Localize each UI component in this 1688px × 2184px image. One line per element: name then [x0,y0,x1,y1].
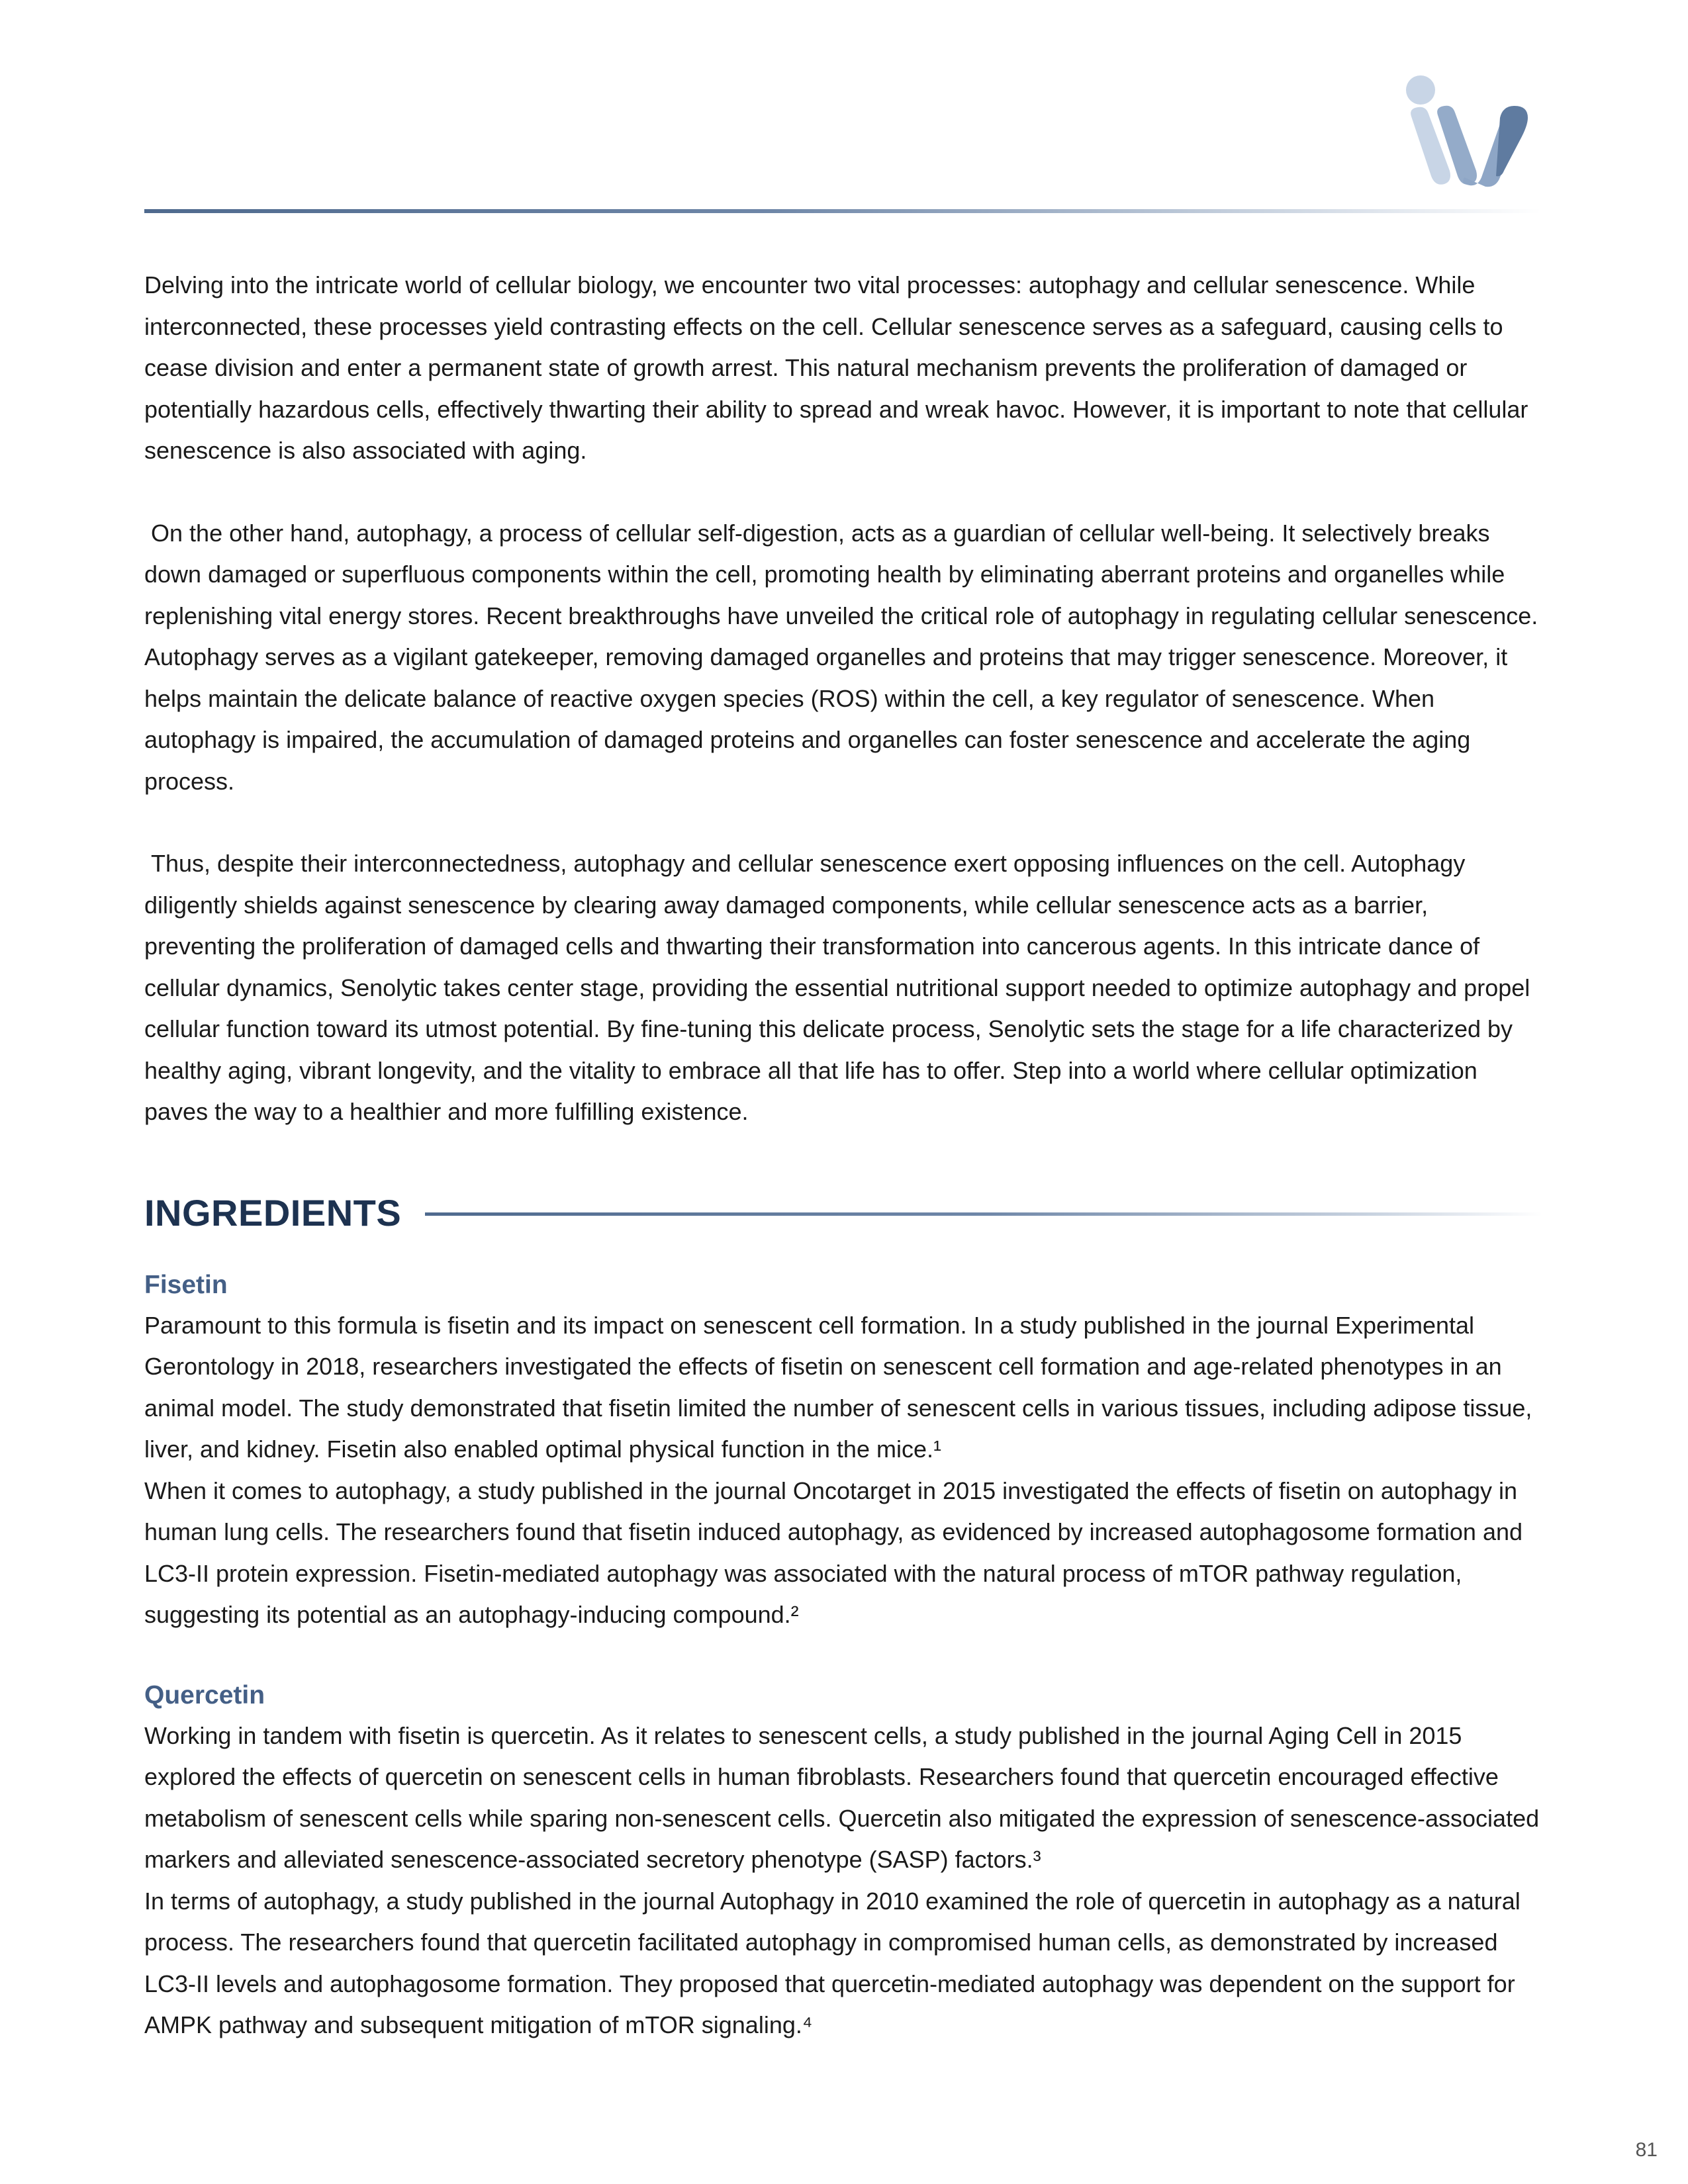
intro-paragraph: On the other hand, autophagy, a process of cellular self-digestion, acts as a guardian of cellular well-being. It selectively breaks down damaged or superfluous components within the cell, promoting health by eliminating aberrant proteins and organelles while replenishing vital energy stores. Recent breakthroughs have unveiled the critical role of autophagy in regulating cellular senescence. Autophagy serves as a vigilant gatekeeper, removing damaged organelles and proteins that may trigger senescence. Moreover, it helps maintain the delicate balance of reactive oxygen species (ROS) within the cell, a key regulator of senescence. When autophagy is impaired, the accumulation of damaged proteins and organelles can foster senescence and accelerate the aging process. [144,519,1544,795]
ingredient-paragraph: In terms of autophagy, a study published in the journal Autophagy in 2010 examined the role of quercetin in autophagy as a natural process. The researchers found that quercetin facilitated autophagy in compromised human cells, as demonstrated by increased LC3-II levels and autophagosome formation. They proposed that quercetin-mediated autophagy was dependent on the support for AMPK pathway and subsequent mitigation of mTOR signaling.⁴ [144,1887,1527,2038]
page-content [144,265,1546,2046]
section-divider [425,1212,1542,1216]
ingredient-paragraph: When it comes to autophagy, a study published in the journal Oncotarget in 2015 investigated the effects of fisetin on autophagy in human lung cells. The researchers found that fisetin induced autophagy, as evidenced by increased autophagosome formation and LC3-II protein expression. Fisetin-mediated autophagy was associated with the natural process of mTOR pathway regulation, suggesting its potential as an autophagy-inducing compound.² [144,1477,1530,1628]
header-divider [144,209,1541,213]
brand-logo-icon [1403,71,1549,191]
ingredient-name: Fisetin [144,1270,228,1299]
intro-paragraph: Delving into the intricate world of cellular biology, we encounter two vital processes: autophagy and cellular senescence. While interconnected, these processes yield contrasting effects on the cell. Cellular senescence serves as a safeguard, causing cells to cease division and enter a permanent state of growth arrest. This natural mechanism prevents the proliferation of damaged or potentially hazardous cells, effectively thwarting their ability to spread and wreak havoc. However, it is important to note that cellular senescence is also associated with aging. [144,271,1535,464]
ingredient-fisetin [144,1265,1542,1636]
page-number: 81 [1635,2139,1658,2161]
intro-paragraph: Thus, despite their interconnectedness, autophagy and cellular senescence exert opposing influences on the cell. Autophagy diligently shields against senescence by clearing away damaged components, while cellular senescence acts as a barrier, preventing the proliferation of damaged cells and thwarting their transformation into cancerous agents. In this intricate dance of cellular dynamics, Senolytic takes center stage, providing the essential nutritional support needed to optimize autophagy and propel cellular function toward its utmost potential. By fine-tuning this delicate process, Senolytic sets the stage for a life characterized by healthy aging, vibrant longevity, and the vitality to embrace all that life has to offer. Step into a world where cellular optimization paves the way to a healthier and more fulfilling existence. [144,850,1537,1125]
section-title: INGREDIENTS [144,1192,402,1234]
ingredients-heading [144,1190,1542,1236]
ingredient-quercetin [144,1676,1546,2046]
ingredient-paragraph: Working in tandem with fisetin is quercetin. As it relates to senescent cells, a study published in the journal Aging Cell in 2015 explored the effects of quercetin on senescent cells in human fibroblasts. Researchers found that quercetin encouraged effective metabolism of senescent cells while sparing non-senescent cells. Quercetin also mitigated the expression of senescence-associated markers and alleviated senescence-associated secretory phenotype (SASP) factors.³ [144,1721,1546,1873]
intro-section [144,265,1542,1133]
ingredient-paragraph: Paramount to this formula is fisetin and its impact on senescent cell formation. In a study published in the journal Experimental Gerontology in 2018, researchers investigated the effects of fisetin on senescent cell formation and age-related phenotypes in an animal model. The study demonstrated that fisetin limited the number of senescent cells in various tissues, including adipose tissue, liver, and kidney. Fisetin also enabled optimal physical function in the mice.¹ [144,1311,1539,1463]
ingredient-name: Quercetin [144,1680,265,1709]
